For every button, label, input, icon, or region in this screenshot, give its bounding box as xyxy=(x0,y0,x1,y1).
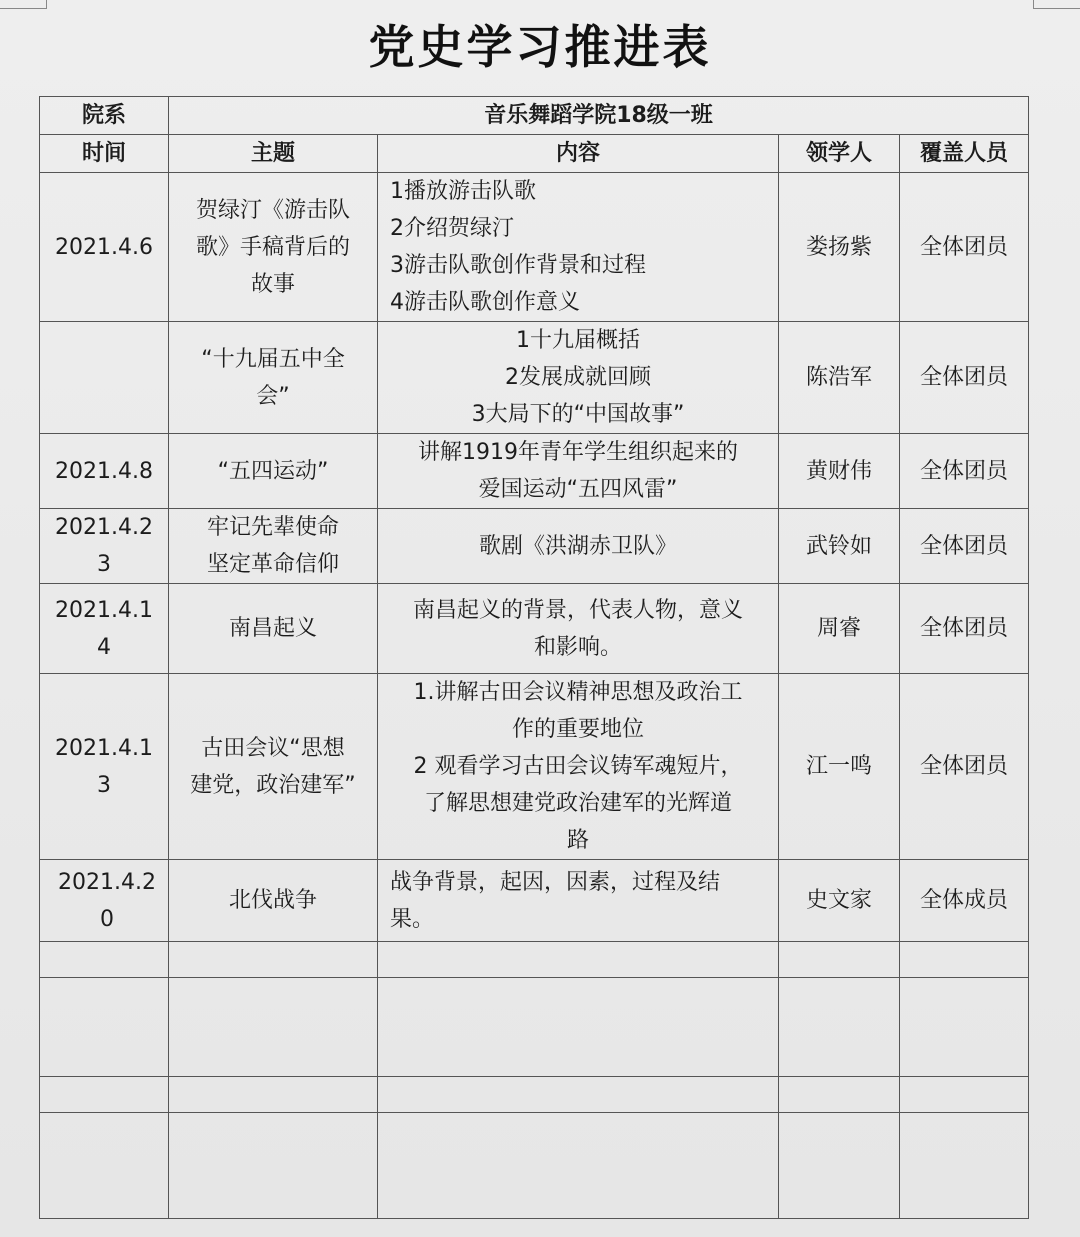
row-topic xyxy=(169,173,378,322)
content-line: 2发展成就回顾 xyxy=(505,365,651,390)
row-date xyxy=(40,860,169,942)
table-row xyxy=(40,509,1029,584)
date-line: 2021.4.8 xyxy=(55,458,153,484)
date-line: 3 xyxy=(97,772,111,798)
topic-line: 建党，政治建军” xyxy=(190,772,356,798)
table-row xyxy=(40,674,1029,860)
row-content xyxy=(378,509,779,584)
content-line: 2 观看学习古田会议铸军魂短片， xyxy=(413,754,743,779)
date-line: 2021.4.2 xyxy=(58,869,156,895)
content-line: 4游击队歌创作意义 xyxy=(390,290,580,315)
col-header-coverage: 覆盖人员 xyxy=(900,135,1029,173)
empty-cell xyxy=(169,978,378,1077)
empty-row xyxy=(40,942,1029,978)
content-line: 1播放游击队歌 xyxy=(390,179,536,204)
content-line: 1十九届概括 xyxy=(516,328,640,353)
content-line: 南昌起义的背景，代表人物，意义 xyxy=(412,597,743,623)
column-header-row xyxy=(40,135,1029,173)
row-topic xyxy=(169,434,378,509)
topic-line: 歌》手稿背后的 xyxy=(195,234,350,260)
table-row xyxy=(40,584,1029,674)
empty-row xyxy=(40,978,1029,1077)
content-line: 歌剧《洪湖赤卫队》 xyxy=(478,533,677,559)
row-coverage: 全体团员 xyxy=(900,584,1029,674)
empty-cell xyxy=(378,978,779,1077)
dept-value: 音乐舞蹈学院18级一班 xyxy=(169,97,1029,135)
row-coverage: 全体成员 xyxy=(900,860,1029,942)
row-content xyxy=(378,434,779,509)
crop-corner-mark-left xyxy=(0,0,47,9)
col-header-time: 时间 xyxy=(40,135,169,173)
empty-cell xyxy=(779,1077,900,1113)
topic-line: 南昌起义 xyxy=(228,616,317,641)
content-line: 作的重要地位 xyxy=(511,717,644,742)
row-leader: 武铃如 xyxy=(779,509,900,584)
row-coverage: 全体团员 xyxy=(900,173,1029,322)
content-line: 路 xyxy=(566,828,589,853)
content-line: 战争背景，起因，因素，过程及结 xyxy=(390,869,721,895)
empty-cell xyxy=(40,942,169,978)
row-date xyxy=(40,584,169,674)
content-line: 2介绍贺绿汀 xyxy=(390,216,514,241)
empty-cell xyxy=(900,978,1029,1077)
row-leader: 黄财伟 xyxy=(779,434,900,509)
date-line: 3 xyxy=(97,552,111,577)
empty-cell xyxy=(378,1113,779,1219)
content-line: 3游击队歌创作背景和过程 xyxy=(390,253,646,278)
row-content xyxy=(378,322,779,434)
empty-cell xyxy=(900,1077,1029,1113)
empty-cell xyxy=(40,978,169,1077)
row-leader: 陈浩军 xyxy=(779,322,900,434)
topic-line: 贺绿汀《游击队 xyxy=(195,197,350,223)
row-coverage: 全体团员 xyxy=(900,509,1029,584)
empty-cell xyxy=(378,942,779,978)
row-leader: 周睿 xyxy=(779,584,900,674)
empty-cell xyxy=(169,942,378,978)
row-content xyxy=(378,860,779,942)
row-topic xyxy=(169,322,378,434)
row-coverage: 全体团员 xyxy=(900,434,1029,509)
content-line: 果。 xyxy=(390,906,435,932)
empty-cell xyxy=(900,1113,1029,1219)
dept-label: 院系 xyxy=(40,97,169,135)
row-leader: 江一鸣 xyxy=(779,674,900,860)
empty-cell xyxy=(40,1077,169,1113)
row-topic xyxy=(169,860,378,942)
department-row xyxy=(40,97,1029,135)
row-coverage: 全体团员 xyxy=(900,322,1029,434)
content-line: 讲解1919年青年学生组织起来的 xyxy=(418,440,738,465)
topic-line: 北伐战争 xyxy=(228,888,317,913)
row-leader: 娄扬紫 xyxy=(779,173,900,322)
row-date xyxy=(40,173,169,322)
row-date xyxy=(40,674,169,860)
table-row xyxy=(40,434,1029,509)
content-line: 3大局下的“中国故事” xyxy=(471,402,685,427)
empty-cell xyxy=(378,1077,779,1113)
study-plan-table xyxy=(39,96,1029,1219)
date-line: 4 xyxy=(97,634,111,660)
col-header-leader: 领学人 xyxy=(779,135,900,173)
topic-line: “五四运动” xyxy=(217,458,329,484)
row-topic xyxy=(169,584,378,674)
date-line: 2021.4.2 xyxy=(55,515,153,540)
table-row xyxy=(40,322,1029,434)
row-date xyxy=(40,322,169,434)
table-row xyxy=(40,173,1029,322)
date-line: 2021.4.1 xyxy=(55,597,153,623)
content-line: 了解思想建党政治建军的光辉道 xyxy=(423,791,732,816)
row-date xyxy=(40,509,169,584)
topic-line: 古田会议“思想 xyxy=(201,735,345,761)
row-content xyxy=(378,674,779,860)
table-row xyxy=(40,860,1029,942)
empty-cell xyxy=(169,1077,378,1113)
content-line: 和影响。 xyxy=(533,634,622,660)
topic-line: 牢记先辈使命 xyxy=(206,515,339,540)
row-coverage: 全体团员 xyxy=(900,674,1029,860)
empty-cell xyxy=(169,1113,378,1219)
row-content xyxy=(378,173,779,322)
row-topic xyxy=(169,509,378,584)
date-line: 2021.4.1 xyxy=(55,735,153,761)
content-line: 1.讲解古田会议精神思想及政治工 xyxy=(413,680,743,705)
empty-cell xyxy=(40,1113,169,1219)
topic-line: 坚定革命信仰 xyxy=(206,552,339,577)
row-leader: 史文家 xyxy=(779,860,900,942)
empty-row xyxy=(40,1077,1029,1113)
document-title: 党史学习推进表 xyxy=(368,20,712,74)
topic-line: 故事 xyxy=(250,271,295,297)
topic-line: 会” xyxy=(256,383,290,409)
date-line: 2021.4.6 xyxy=(55,234,153,260)
empty-cell xyxy=(779,1113,900,1219)
empty-cell xyxy=(900,942,1029,978)
col-header-content: 内容 xyxy=(378,135,779,173)
empty-row xyxy=(40,1113,1029,1219)
content-line: 爱国运动“五四风雷” xyxy=(478,477,678,502)
date-line: 0 xyxy=(100,906,114,932)
row-date xyxy=(40,434,169,509)
crop-corner-mark-right xyxy=(1033,0,1080,9)
empty-cell xyxy=(779,978,900,1077)
col-header-topic: 主题 xyxy=(169,135,378,173)
topic-line: “十九届五中全 xyxy=(201,346,345,372)
empty-cell xyxy=(779,942,900,978)
row-topic xyxy=(169,674,378,860)
row-content xyxy=(378,584,779,674)
